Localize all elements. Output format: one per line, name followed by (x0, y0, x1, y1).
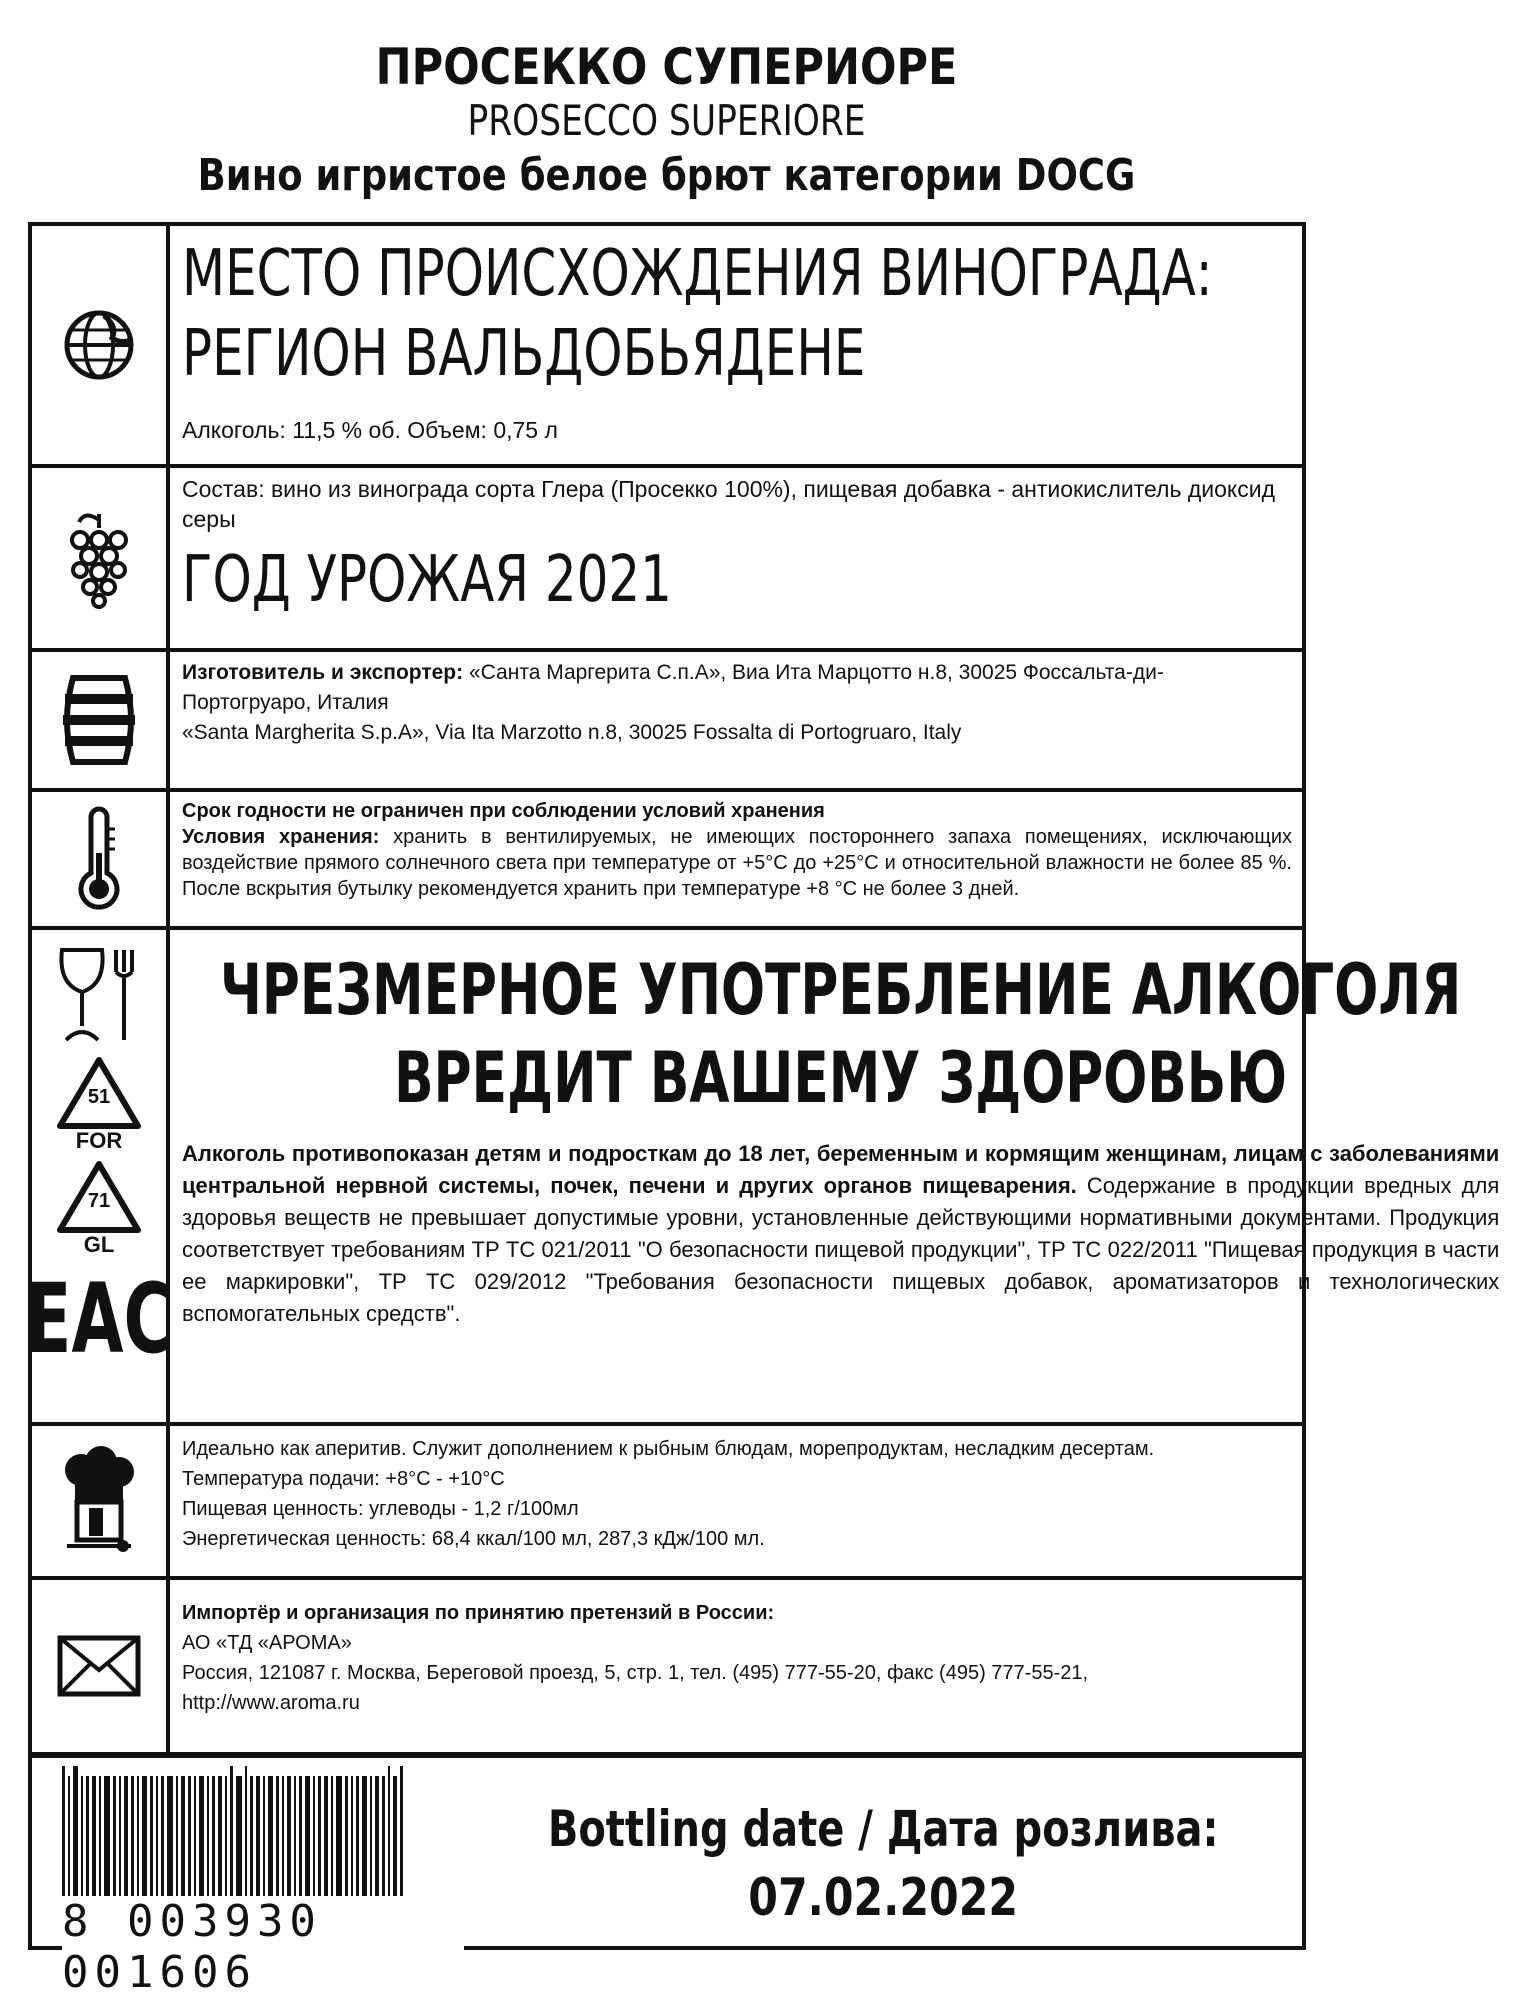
barcode-bar (181, 1776, 185, 1916)
barcode-bar (207, 1776, 209, 1916)
recycle-icon (54, 1158, 144, 1258)
recycle-label-2: GL (83, 1232, 115, 1257)
barcode-bar (256, 1776, 260, 1916)
origin-line-2: РЕГИОН ВАЛЬДОБЬЯДЕНЕ (182, 317, 866, 391)
recycle-label-1: FOR (75, 1128, 123, 1153)
barcode-bar (176, 1776, 178, 1916)
producer-text-ru: «Санта Маргерита С.п.А», Виа Ита Марцотто н.8, 30025 Фоссальта-ди-Портогруаро, Италия (182, 661, 1164, 714)
wine-subtitle: Вино игристое белое брют категории DOCG (197, 150, 1136, 201)
barcode-bar (199, 1776, 204, 1916)
grape-icon (64, 508, 134, 608)
barcode-bar (356, 1776, 359, 1916)
alcohol-volume: Алкоголь: 11,5 % об. Объем: 0,75 л (182, 417, 558, 443)
barcode-bar (99, 1776, 101, 1916)
barcode-bar (393, 1776, 397, 1916)
barcode-bar (92, 1776, 96, 1916)
chef-icon (59, 1446, 139, 1556)
envelope-icon (56, 1634, 142, 1698)
barcode-bar (212, 1776, 215, 1916)
barcode-bar (73, 1766, 78, 1916)
barcode-bar (282, 1776, 284, 1916)
barcode-bar (287, 1776, 291, 1916)
barcode-bar (318, 1776, 321, 1916)
barcode-bar (68, 1776, 70, 1916)
barrel-icon (59, 672, 139, 768)
warning-line-1: ЧРЕЗМЕРНОЕ УПОТРЕБЛЕНИЕ АЛКОГОЛЯ (220, 949, 1462, 1031)
recycle-code-2: 71 (87, 1190, 111, 1212)
producer-row (32, 652, 1302, 792)
importer-label: Импортёр и организация по принятию претензий в России: (182, 1602, 775, 1624)
barcode-bar (313, 1776, 315, 1916)
barcode-bars (62, 1776, 464, 1916)
barcode-bar (62, 1766, 65, 1916)
barcode-bar (156, 1776, 158, 1916)
barcode-bar (250, 1776, 253, 1916)
barcode-bar (113, 1776, 116, 1916)
energy-value: Энергетическая ценность: 68,4 ккал/100 мл, 287,3 кДж/100 мл. (182, 1528, 765, 1550)
nutrition-value: Пищевая ценность: углеводы - 1,2 г/100мл (182, 1498, 579, 1520)
producer-label: Изготовитель и экспортер: (182, 661, 464, 684)
barcode-bar (218, 1776, 222, 1916)
barcode-bar (194, 1776, 196, 1916)
serving-row (32, 1426, 1302, 1580)
recycle-icon (54, 1054, 144, 1153)
barcode-bar (119, 1776, 121, 1916)
origin-icon-cell (32, 226, 170, 464)
barcode-bar (142, 1776, 147, 1916)
glass-fork-icon (54, 944, 144, 1044)
title-ru: ПРОСЕККО СУПЕРИОРЕ (375, 38, 958, 96)
barcode-bar (324, 1776, 328, 1916)
barcode-bar (370, 1776, 372, 1916)
barcode-bar (345, 1776, 348, 1916)
composition-row (32, 468, 1302, 652)
barcode-bar (331, 1776, 333, 1916)
importer-address: Россия, 121087 г. Москва, Береговой проезд, 5, стр. 1, тел. (495) 777-55-20, факс (495) 777-55-21, (182, 1662, 1089, 1684)
storage-text: хранить в вентилируемых, не имеющих постороннего запаха помещениях, исключающих воздействие прямого солнечного света при температуре от +5°С до +25°С и относительной влажности не более 85 %. После вскрытия бутылку рекомендуется хранить при температуре +8 °С не более 3 дней. (182, 826, 1292, 900)
barcode-bar (276, 1776, 279, 1916)
barcode-bar (294, 1776, 296, 1916)
warning-bold-text: Алкоголь противопоказан детям и подросткам до 18 лет, беременным и кормящим женщинам, лицам с заболеваниями центральной нервной системы, почек, печени и других органов пищеварения. (182, 1141, 1500, 1198)
thermometer-icon (71, 809, 127, 909)
barcode-bar (230, 1766, 233, 1916)
serving-temperature: Температура подачи: +8°С - +10°С (182, 1468, 505, 1490)
barcode-bar (188, 1776, 191, 1916)
warning-row (25, 930, 1500, 1426)
barcode-bar (245, 1766, 247, 1916)
barcode-bar (86, 1776, 89, 1916)
barcode-bar (236, 1776, 242, 1916)
barcode-bar (382, 1776, 385, 1916)
bottling-block (464, 1758, 1302, 1946)
storage-row (32, 792, 1302, 930)
barcode-bar (150, 1776, 153, 1916)
label-table (25, 222, 1500, 1756)
barcode-bar (263, 1776, 265, 1916)
bottling-date: 07.02.2022 (747, 1868, 1018, 1928)
barcode-bar (167, 1776, 173, 1916)
barcode-bar (299, 1776, 302, 1916)
bottom-section (28, 1754, 1306, 1998)
producer-text-it: «Santa Margherita S.p.A», Via Ita Marzotto n.8, 30025 Fossalta di Portogruaro, Italy (182, 721, 962, 744)
barcode-bar (305, 1776, 310, 1916)
vintage: ГОД УРОЖАЯ 2021 (182, 543, 672, 617)
barcode-bar (137, 1776, 139, 1916)
recycle-code-1: 51 (87, 1086, 111, 1108)
barcode-bar (161, 1776, 164, 1916)
warning-text: Содержание в продукции вредных для здоровья веществ не превышает допустимые уровни, установленные действующими нормативными документами. Продукция соответствует требованиям ТР ТС 021/2011 "О безопасности пищевой продукции", ТР ТС 022/2011 "Пищевая продукция в части ее маркировки", ТР ТС 029/2012 "Требования безопасности пищевых добавок, ароматизаторов и технологических вспомогательных средств". (182, 1173, 1500, 1326)
bottling-label: Bottling date / Дата розлива: (547, 1800, 1219, 1858)
barcode-bar (362, 1776, 367, 1916)
importer-company: АО «ТД «АРОМА» (182, 1632, 352, 1654)
importer-row (32, 1580, 1302, 1756)
composition-text: Состав: вино из винограда сорта Глера (Просекко 100%), пищевая добавка - антиокислитель диоксид серы (182, 476, 1275, 532)
barcode-bar (388, 1766, 390, 1916)
barcode-bar (225, 1776, 227, 1916)
shelf-life: Срок годности не ограничен при соблюдении условий хранения (182, 800, 825, 822)
globe-icon (60, 306, 138, 384)
barcode-number: 8 003930 001606 (62, 1896, 464, 1998)
barcode-bar (268, 1776, 273, 1916)
barcode-bar (336, 1776, 342, 1916)
barcode (32, 1758, 464, 1998)
barcode-bar (375, 1776, 379, 1916)
barcode-bar (400, 1766, 403, 1916)
importer-website: http://www.aroma.ru (182, 1692, 360, 1714)
barcode-bar (131, 1776, 134, 1916)
serving-line-1: Идеально как аперитив. Служит дополнением к рыбным блюдам, морепродуктам, несладким десертам. (182, 1438, 1155, 1460)
eac-icon: ЕАС (25, 1263, 173, 1375)
barcode-bar (81, 1776, 83, 1916)
barcode-bar (124, 1776, 128, 1916)
origin-line-1: МЕСТО ПРОИСХОЖДЕНИЯ ВИНОГРАДА: (182, 237, 1213, 311)
origin-row (32, 226, 1302, 468)
barcode-bar (104, 1776, 110, 1916)
warning-line-2: ВРЕДИТ ВАШЕМУ ЗДОРОВЬЮ (394, 1037, 1288, 1119)
barcode-bar (351, 1776, 353, 1916)
title-it: PROSECCO SUPERIORE (467, 96, 866, 145)
storage-label: Условия хранения: (182, 826, 380, 848)
